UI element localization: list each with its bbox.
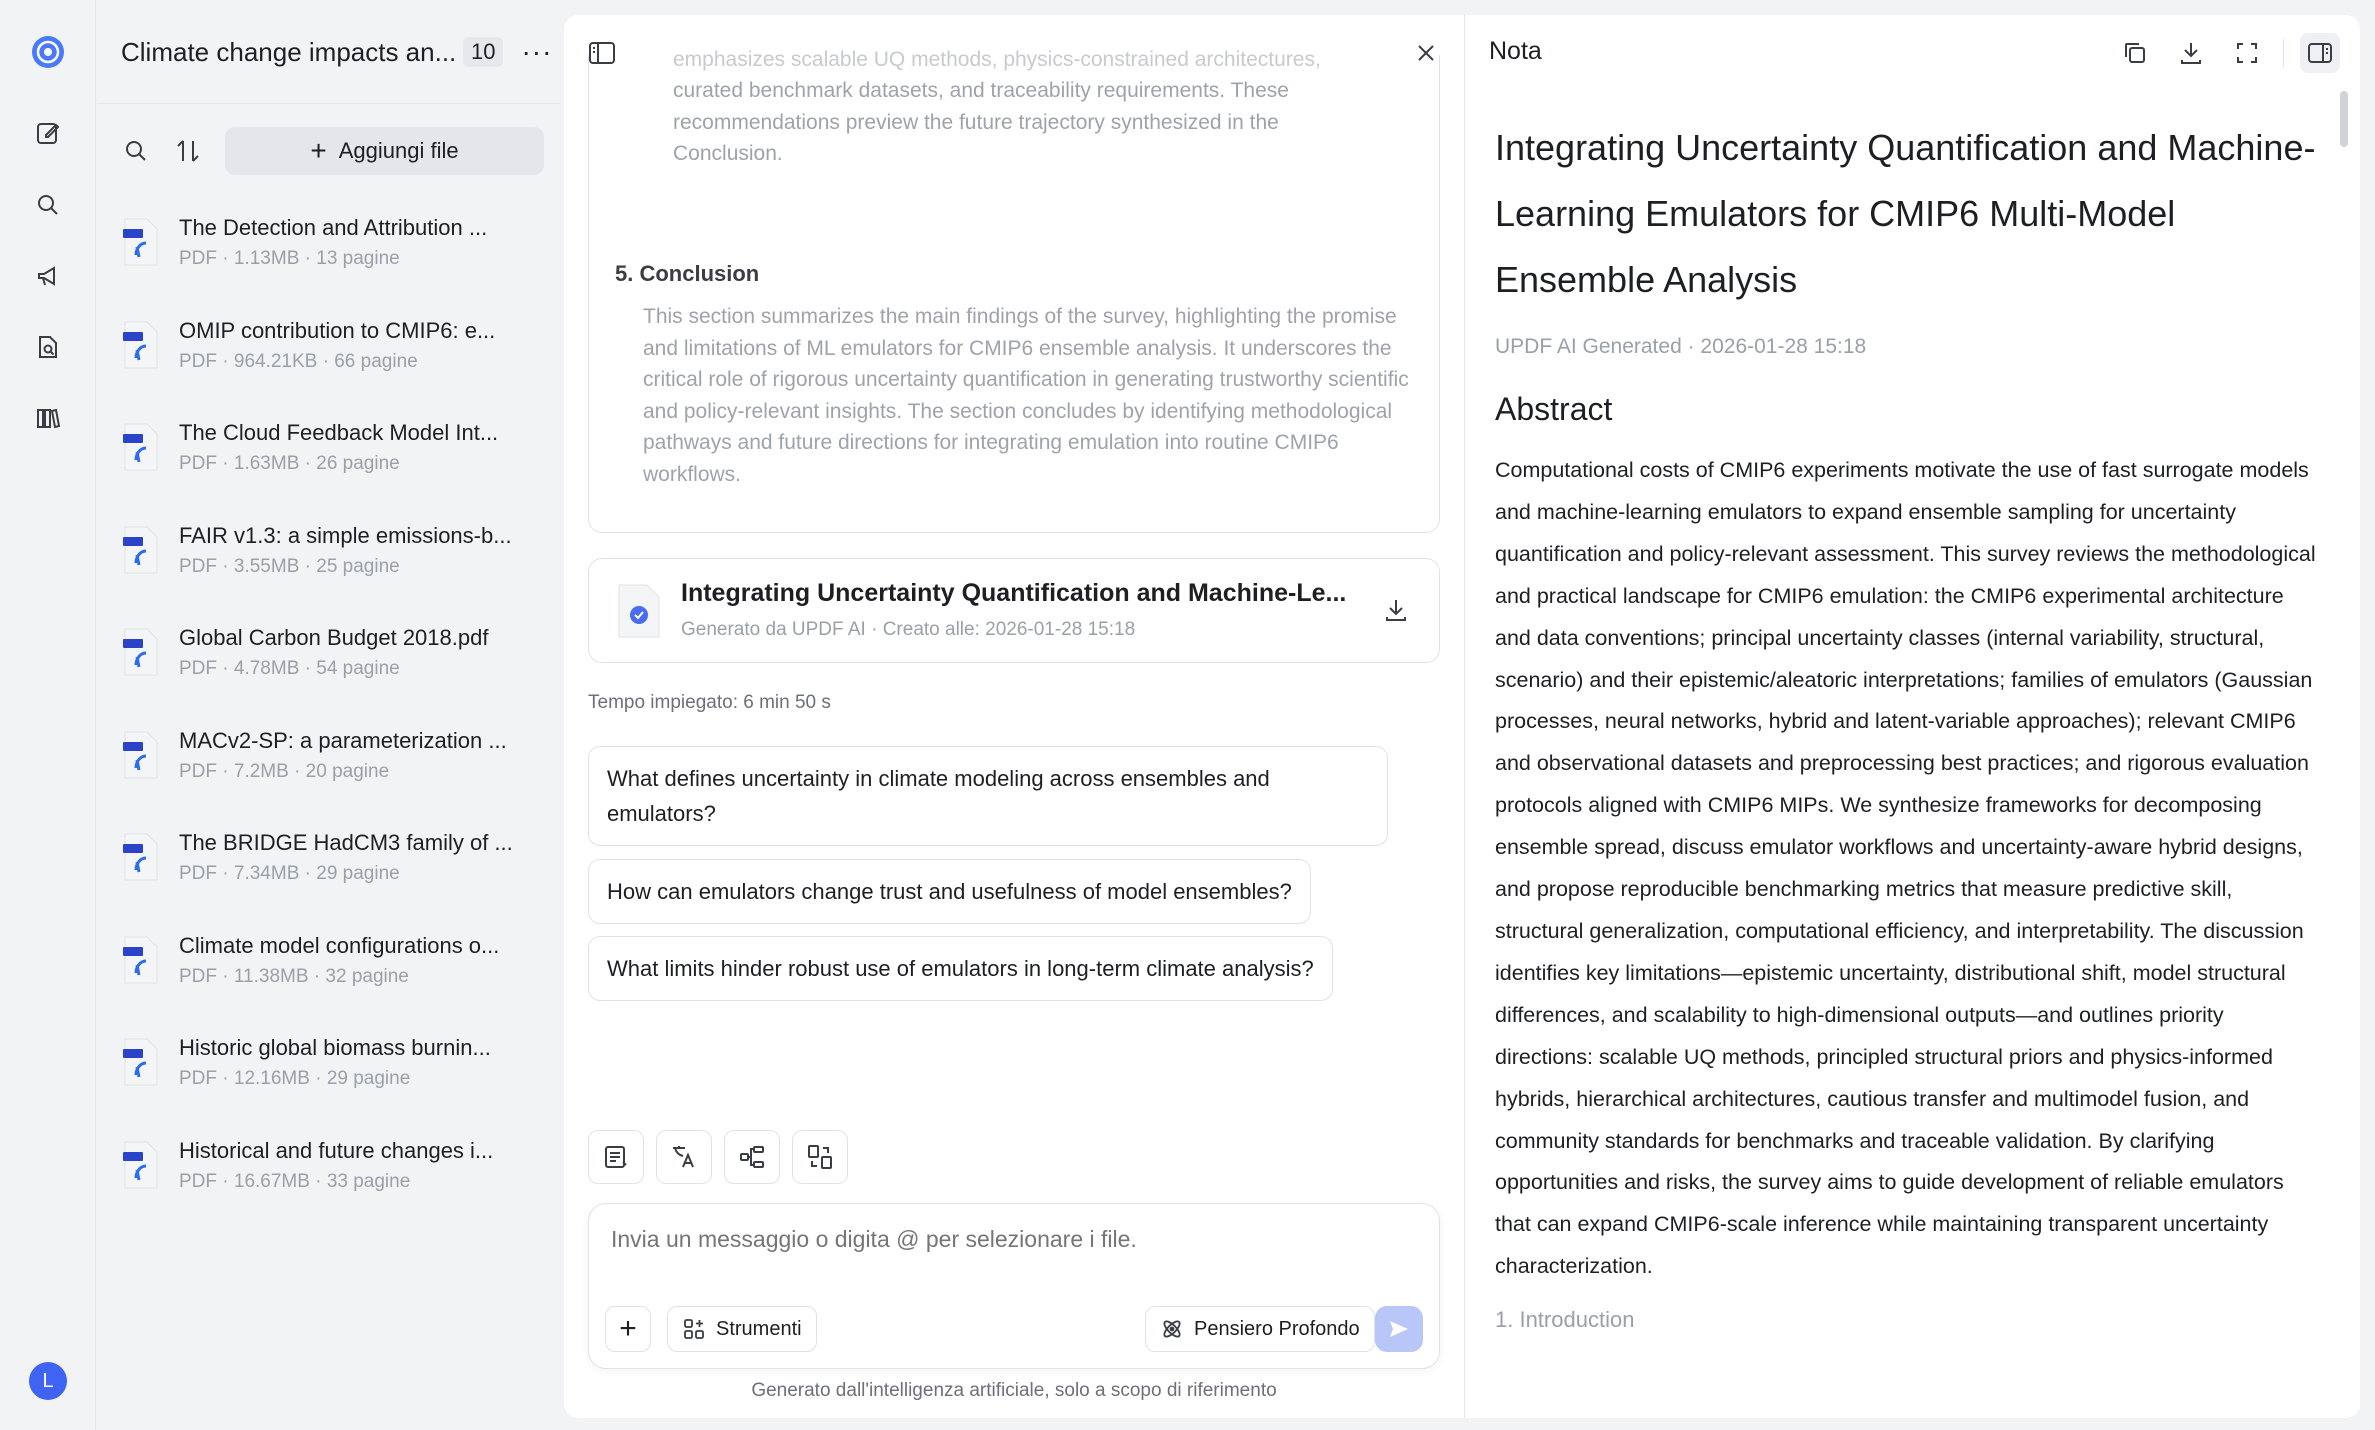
file-list-item[interactable] (121, 615, 550, 718)
pdf-file-icon (121, 627, 161, 677)
divider (97, 103, 560, 104)
file-name: The BRIDGE HadCM3 family of ... (179, 830, 513, 855)
document-subtitle: Generato da UPDF AI · Creato alle: 2026-01-28 15:18 (681, 619, 1136, 640)
pdf-file-icon (121, 320, 161, 370)
file-meta: PDF · 7.2MB · 20 pagine (179, 760, 390, 782)
document-check-icon (613, 581, 665, 641)
file-name: The Detection and Attribution ... (179, 215, 488, 240)
note-header (1465, 15, 2360, 91)
file-text (179, 923, 499, 991)
megaphone-icon[interactable] (30, 258, 66, 294)
file-meta: PDF · 11.38MB · 32 pagine (179, 965, 409, 987)
file-list-item[interactable] (121, 410, 550, 513)
fullscreen-icon[interactable] (2227, 33, 2267, 73)
plus-icon: + (310, 135, 327, 166)
abstract-heading: Abstract (1495, 391, 1613, 427)
suggestion-chip[interactable]: What limits hinder robust use of emulators in long-term climate analysis? (588, 936, 1333, 1001)
file-meta: PDF · 4.78MB · 54 pagine (179, 658, 400, 679)
file-name: FAIR v1.3: a simple emissions-b... (179, 522, 512, 548)
file-list-item[interactable] (121, 1128, 550, 1231)
file-list-item[interactable] (121, 1025, 550, 1128)
summary-faded-text (673, 48, 1393, 170)
send-button[interactable] (1375, 1306, 1423, 1352)
note-body (1495, 115, 2325, 1333)
file-name: OMIP contribution to CMIP6: e... (179, 317, 496, 343)
search-icon[interactable] (30, 187, 66, 223)
file-list-item[interactable] (121, 820, 550, 923)
suggestion-chip[interactable]: What defines uncertainty in climate modeling across ensembles and emulators? (588, 746, 1388, 846)
section-body: This section summarizes the main findings of the survey, highlighting the promise and limitations of ML emulators for CMIP6 ensemble analysis. It underscores the critical role of rigorous uncertainty quantification in generating trustworthy scientific and policy-relevant insights. The section concludes by identifying methodological pathways and future directions for integrating emulation into routine CMIP6 workflows. (643, 305, 1409, 486)
ai-disclaimer: Generato dall'intelligenza artificiale, solo a scopo di riferimento (751, 1380, 1277, 1401)
outline-summary-card (588, 48, 1440, 533)
file-name: Historical and future changes i... (179, 1137, 494, 1163)
download-icon[interactable] (1381, 595, 1411, 625)
file-meta: PDF · 12.16MB · 29 pagine (179, 1068, 411, 1089)
note-title: Integrating Uncertainty Quantification and Machine-Learning Emulators for CMIP6 Multi-Model Ensemble Analysis (1495, 127, 2316, 300)
file-list-item[interactable] (121, 513, 550, 616)
message-input[interactable] (611, 1226, 1411, 1253)
file-count-badge: 10 (463, 37, 503, 67)
tools-button[interactable] (667, 1306, 817, 1352)
tools-label: Strumenti (716, 1317, 802, 1340)
scrollbar[interactable] (2340, 91, 2348, 147)
file-text (179, 513, 512, 581)
file-list-item[interactable] (121, 923, 550, 1026)
note-actions (2099, 33, 2340, 73)
pdf-file-icon (121, 525, 161, 575)
download-icon[interactable] (2171, 33, 2211, 73)
document-search-icon[interactable] (30, 329, 66, 365)
pdf-file-icon (121, 1140, 161, 1190)
atom-icon (1160, 1317, 1184, 1341)
collection-title[interactable]: Climate change impacts an... (121, 36, 457, 67)
send-icon (1387, 1317, 1411, 1341)
file-text (179, 615, 488, 683)
pdf-file-icon (121, 217, 161, 267)
message-composer (588, 1203, 1440, 1369)
file-meta: PDF · 1.13MB · 13 pagine (179, 248, 400, 269)
chat-panel (564, 15, 1464, 1418)
file-meta: PDF · 964.21KB · 66 pagine (179, 350, 418, 372)
convert-icon[interactable] (792, 1130, 848, 1184)
next-heading-cut: 1. Introduction (1495, 1307, 1635, 1333)
suggestion-chip[interactable]: How can emulators change trust and usefulness of model ensembles? (588, 859, 1311, 924)
document-title: Integrating Uncertainty Quantification and Machine-Le... (681, 579, 1347, 607)
new-note-icon[interactable] (30, 115, 66, 151)
summarize-icon[interactable] (588, 1130, 644, 1184)
note-panel (1464, 15, 2360, 1418)
add-file-button[interactable] (225, 127, 544, 175)
section-title: 5. Conclusion (615, 261, 760, 286)
file-text (179, 1128, 493, 1196)
summary-clipped-line: emphasizes scalable UQ methods, physics-constrained architectures, (673, 48, 1321, 71)
files-toolbar (121, 126, 544, 176)
app-logo-icon[interactable] (30, 34, 66, 70)
divider (2283, 39, 2284, 67)
user-avatar[interactable]: L (29, 1362, 67, 1400)
file-text (179, 205, 487, 273)
pdf-file-icon (121, 832, 161, 882)
file-text (179, 410, 498, 478)
file-meta: PDF · 16.67MB · 33 pagine (179, 1170, 411, 1192)
file-list-item[interactable] (121, 718, 550, 821)
generated-document-card[interactable] (588, 558, 1440, 663)
pdf-file-icon (121, 935, 161, 985)
file-text (179, 718, 507, 786)
file-text (179, 1025, 491, 1093)
sort-icon[interactable] (173, 136, 203, 166)
file-text (179, 820, 513, 888)
note-meta: UPDF AI Generated · 2026-01-28 15:18 (1495, 335, 1867, 358)
file-list-panel (97, 0, 560, 1430)
copy-icon[interactable] (2115, 33, 2155, 73)
deep-think-label: Pensiero Profondo (1194, 1317, 1360, 1340)
pdf-file-icon (121, 422, 161, 472)
note-label: Nota (1489, 37, 1542, 65)
translate-icon[interactable] (656, 1130, 712, 1184)
file-text (179, 308, 495, 376)
file-meta: PDF · 7.34MB · 29 pagine (179, 863, 400, 884)
file-list-item[interactable] (121, 205, 550, 308)
add-file-label: Aggiungi file (338, 138, 459, 163)
file-meta: PDF · 3.55MB · 25 pagine (179, 555, 400, 577)
mindmap-icon[interactable] (724, 1130, 780, 1184)
file-name: Historic global biomass burnin... (179, 1035, 491, 1060)
time-spent: Tempo impiegato: 6 min 50 s (588, 692, 831, 713)
tools-icon (682, 1317, 706, 1341)
quick-tools (588, 1130, 860, 1184)
file-meta: PDF · 1.63MB · 26 pagine (179, 453, 400, 474)
attach-plus-button[interactable]: + (605, 1306, 651, 1352)
library-icon[interactable] (30, 400, 66, 436)
deep-think-button[interactable] (1145, 1306, 1375, 1352)
file-list (121, 205, 550, 1230)
search-files-icon[interactable] (121, 136, 151, 166)
panel-toggle-icon[interactable] (2300, 33, 2340, 73)
pdf-file-icon (121, 1037, 161, 1087)
left-rail (0, 0, 96, 1430)
file-name: MACv2-SP: a parameterization ... (179, 727, 507, 753)
abstract-text: Computational costs of CMIP6 experiments motivate the use of fast surrogate models and machine-learning emulators to expand ensemble sampling for uncertainty quantification and policy-relevant assessment. This survey reviews the methodological and practical landscape for CMIP6 emulation: the CMIP6 experimental architecture and data conventions; principal uncertainty classes (internal variability, structural, scenario) and their epistemic/aleatoric interpretations; families of emulators (Gaussian processes, neural networks, hybrid and latent-variable approaches); relevant CMIP6 and observational datasets and preprocessing best practices; and rigorous evaluation protocols aligned with CMIP6 MIPs. We synthesize frameworks for decomposing ensemble spread, discuss emulator workflows and uncertainty-aware hybrid designs, and propose reproducible benchmarking metrics that measure predictive skill, structural generalization, computational efficiency, and interpretability. The discussion identifies key limitations—epistemic uncertainty, distributional shift, model structural differences, and scalability to high-dimensional outputs—and outlines priority directions: scalable UQ methods, principled structural priors and physics-informed hybrids, hierarchical architectures, cautious transfer and multimodel fusion, and community standards for benchmarks and traceable validation. By clarifying opportunities and risks, the survey aims to guide development of reliable emulators that can expand CMIP6-scale inference while maintaining transparent uncertainty characterization. (1495, 458, 2316, 1279)
file-name: Climate model configurations o... (179, 932, 500, 958)
files-header (121, 30, 553, 74)
file-list-item[interactable] (121, 308, 550, 411)
file-name: The Cloud Feedback Model Int... (179, 420, 499, 445)
summary-intro: curated benchmark datasets, and traceability requirements. These recommendations preview the future trajectory synthesized in the Conclusion. (673, 79, 1289, 165)
file-name: Global Carbon Budget 2018.pdf (179, 625, 489, 650)
more-options-icon[interactable]: ··· (521, 36, 553, 67)
pdf-file-icon (121, 730, 161, 780)
